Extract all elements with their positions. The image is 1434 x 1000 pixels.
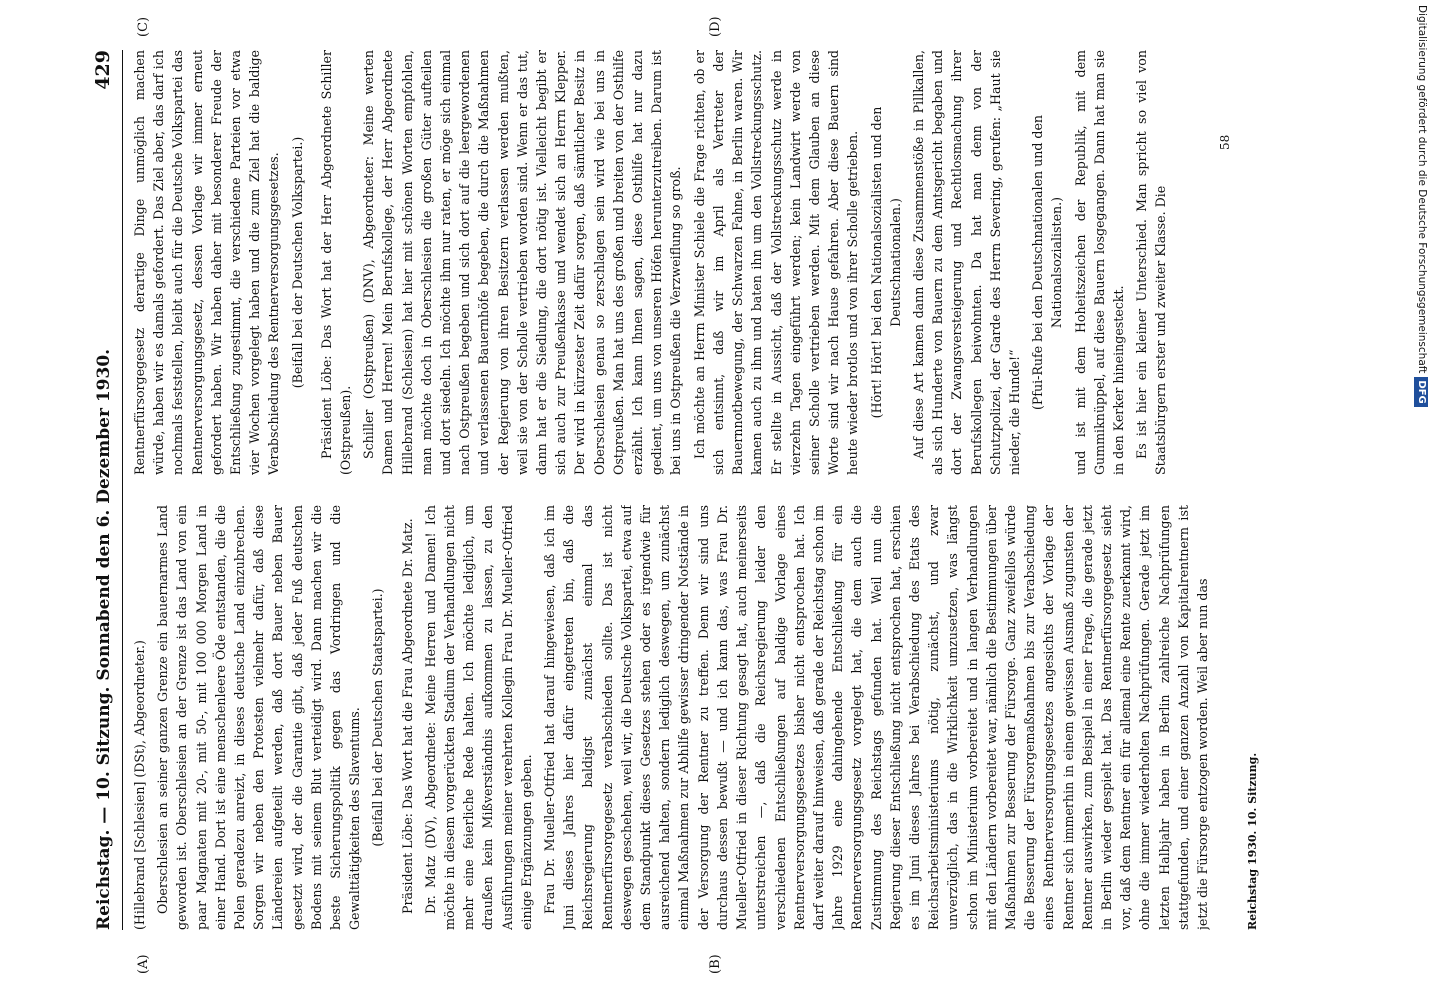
right_column-paragraph: Schiller (Ostpreußen) (DNV), Abgeordneter: Meine werten Damen und Herren! Mein Berufskollege, der Herr Abgeordnete Hillebrand (Schlesien) hat hier mit schönen Worten empfohlen, man möchte doch in Oberschlesien die großen Güter aufteilen und dort siedeln. Ich möchte ihm nur raten, er möge sich einmal nach Ostpreußen begeben und sich dort auf die leergewordenen und verlassenen Bauernhöfe begeben, die durch die Maßnahmen der Regierung von ihren Besitzern verlassen werden mußten, weil sie von der Scholle vertrieben worden sind. Wenn er das tut, dann hat er die Siedlung, die dort nötig ist. Vielleicht begibt er sich auch zur Preußenkasse und wendet sich an Herrn Klepper. Der wird in kürzester Zeit dafür sorgen, daß sämtlicher Besitz in Oberschlesien genau so zerschlagen sein wird wie bei uns in Ostpreußen. Man hat uns des großen und breiten von der Osthilfe erzählt. Ich kann Ihnen sagen, diese Osthilfe hat nur dazu gedient, um uns von unseren Höfen herunterzutreiben. Darum ist bei uns in Ostpreußen die Verzweiflung so groß. bbox=[361, 50, 684, 475]
page-content bbox=[88, 16, 1268, 974]
page-footer: Reichstag 1930. 10. Sitzung. bbox=[1246, 752, 1259, 930]
credit-text: Digitalisierung gefördert durch die Deutsche Forschungsgemeinschaft bbox=[1416, 5, 1428, 374]
text-columns bbox=[130, 50, 1240, 930]
margin-marker-d: (D) bbox=[708, 16, 723, 37]
margin-marker-c: (C) bbox=[136, 16, 151, 37]
dfg-logo: DFG bbox=[1414, 377, 1428, 406]
left-column bbox=[130, 505, 1240, 930]
running-head: Reichstag. — 10. Sitzung. Sonnabend den 6. Dezember 1930. bbox=[94, 348, 114, 930]
left_column-paragraph: (Hillebrand [Schlesien] (DSt), Abgeordneter.) bbox=[132, 640, 147, 930]
right_column-paragraph: (Hört! Hört! bei den Nationalsozialisten und den Deutschnationalen.) bbox=[868, 106, 903, 419]
left_column-paragraph: (Beifall bei der Deutschen Staatspartei.) bbox=[370, 588, 386, 847]
left_column-paragraph: Oberschlesien an seiner ganzen Grenze ein bauernarmes Land geworden ist. Oberschlesien an der Grenze ist das Land von ein paar Magnaten mit 20-, mit 50-, mit 100 000 Morgen Land in einer Hand. Dort ist eine menschenleere Öde entstanden, die die Polen geradezu anreizt, in dieses deutsche Land einzubrechen. Sorgen wir neben den Protesten vielmehr dafür, daß diese Ländereien aufgeteilt werden, daß dort Bauer neben Bauer gesetzt wird, der die Garantie gibt, daß jeder Fuß deutschen Bodens mit seinem Blut verteidigt wird. Dann machen wir die beste Sicherungspolitik gegen das Vordringen und die Gewalttätigkeiten des Slaventums. bbox=[155, 505, 363, 930]
margin-marker-b: (B) bbox=[708, 954, 723, 974]
right_column-paragraph: (Beifall bei der Deutschen Volkspartei.) bbox=[289, 136, 305, 389]
right_column-paragraph: Es ist hier ein kleiner Unterschied. Man spricht so viel von Staatsbürgern erster und zweiter Klasse. Die bbox=[1134, 50, 1169, 475]
left_column-paragraph: Präsident Löbe: Das Wort hat die Frau Abgeordnete Dr. Matz. bbox=[399, 518, 415, 914]
left_column-paragraph: Dr. Matz (DV), Abgeordnete: Meine Herren und Damen! Ich möchte in diesem vorgerückten Stadium der Verhandlungen nicht mehr eine feierliche Rede halten. Ich möchte lediglich, um draußen kein Mißverständnis aufkommen zu lassen, zu den Ausführungen meiner verehrten Kollegin Frau Dr. Mueller-Otfried einige Ergänzungen geben. bbox=[422, 505, 534, 930]
right_column-paragraph: (Pfui-Rufe bei den Deutschnationalen und den Nationalsozialisten.) bbox=[1030, 114, 1065, 411]
left_column-paragraph: Frau Dr. Mueller-Otfried hat darauf hingewiesen, daß ich im Juni dieses Jahres hier dafür eingetreten bin, daß die Reichsregierung baldigst zunächst einmal das Rentnerfürsorgegesetz verabschieden sollte. Das ist nicht deswegen geschehen, weil wir, die Deutsche Volkspartei, etwa auf dem Standpunkt dieses Gesetzes stehen oder es irgendwie für ausreichend halten, sondern lediglich deswegen, um zunächst einmal Maßnahmen zur Abhilfe gewisser dringender Notstände in der Versorgung der Rentner zu treffen. Denn wir sind uns durchaus dessen bewußt — und ich kann das, was Frau Dr. Mueller-Otfried in dieser Richtung gesagt hat, auch meinerseits unterstreichen —, daß die Reichsregierung leider den verschiedenen Entschließungen auf baldige Vorlage eines Rentnerversorgungsgesetzes bisher nicht entsprochen hat. Ich darf weiter darauf hinweisen, daß gerade der Reichstag schon im Jahre 1929 eine dahingehende Entschließung für ein Rentnerversorgungsgesetz vorgelegt hat, die dem auch die Zustimmung des Reichstags gefunden hat. Weil nun die Regierung dieser Entschließung nicht entsprochen hat, erschien es im Juni dieses Jahres bei Verabschiedung des Etats des Reichsarbeitsministeriums nötig, zunächst, und zwar unverzüglich, das in die Wirklichkeit umzusetzen, was längst schon im Ministerium vorbereitet und in langen Verhandlungen mit den Ländern vorbereitet war, nämlich die Bestimmungen über Maßnahmen zur Besserung der Fürsorge. Ganz zweifellos würde die Besserung der Fürsorgemaßnahmen bis zur Verabschiedung eines Rentnerversorgungsgesetzes angesichts der Vorlage der Rentner sich immerhin in einem gewissen Ausmaß zugunsten der Rentner auswirken, zum Beispiel in einer Frage, die gerade jetzt in Berlin wieder gespielt hat. Das Rentnerfürsorgegesetz sieht vor, daß dem Rentner ein für allemal eine Rente zuerkannt wird, ohne die immer wiederholten Nachprüfungen. Gerade jetzt im letzten Halbjahr haben in Berlin zahlreiche Nachprüfungen stattgefunden, und einer ganzen Anzahl von Kapitalrentnern ist jetzt die Fürsorge entzogen worden. Weil aber nun das bbox=[542, 505, 1210, 930]
right_column-paragraph: Präsident Löbe: Das Wort hat der Herr Abgeordnete Schiller (Ostpreußen). bbox=[318, 50, 354, 475]
right-column bbox=[130, 50, 1240, 475]
right_column-paragraph: Auf diese Art kamen dann diese Zusammenstöße in Pillkallen, als sich Hunderte von Bauern zu dem Amtsgericht begaben und dort der Zwangsversteigerung und Rechtlosmachung ihrer Berufskollegen beiwohnten. Da hat man denn von der Schutzpolizei, der Garde des Herrn Severing, gerufen: „Haut sie nieder, die Hunde!“ bbox=[910, 50, 1022, 475]
margin-marker-a: (A) bbox=[136, 954, 151, 974]
sheet-number: 58 bbox=[1218, 134, 1232, 150]
right_column-paragraph: Rentnerfürsorgegesetz derartige Dinge unmöglich machen würde, haben wir es damals gefordert. Das Ziel aber, das darf ich nochmals feststellen, bleibt auch für die Deutsche Volkspartei das Rentnerversorgungsgesetz, dessen Vorlage wir immer erneut gefordert haben. Wir haben daher mit besonderer Freude der Entschließung zugestimmt, die verschiedene Parteien vor etwa vier Wochen vorgelegt haben und die zum Ziel hat die baldige Verabschiedung des Rentnerversorgungsgesetzes. bbox=[132, 50, 282, 475]
digitization-credit bbox=[1412, 5, 1432, 995]
right_column-paragraph: und ist mit dem Hoheitszeichen der Republik, mit dem Gummiknüppel, auf diese Bauern losgegangen. Dann hat man sie in den Kerker hineingesteckt. bbox=[1072, 50, 1126, 475]
right_column-paragraph: Ich möchte an Herrn Minister Schiele die Frage richten, ob er sich entsinnt, daß wir im April als Vertreter der Bauernnotbewegung, der Schwarzen Fahne, in Berlin waren. Wir kamen auch zu ihm und baten ihn um den Vollstreckungsschutz. Er stellte in Aussicht, daß der Vollstreckungsschutz werde in vierzehn Tagen eingeführt werden; kein Landwirt werde von seiner Scholle vertrieben werden. Mit dem Glauben an diese Worte sind wir nach Hause gefahren. Aber diese Bauern sind heute wieder brotlos und von ihrer Scholle getrieben. bbox=[691, 50, 861, 475]
page-number: 429 bbox=[92, 50, 114, 90]
page-header bbox=[88, 50, 123, 930]
